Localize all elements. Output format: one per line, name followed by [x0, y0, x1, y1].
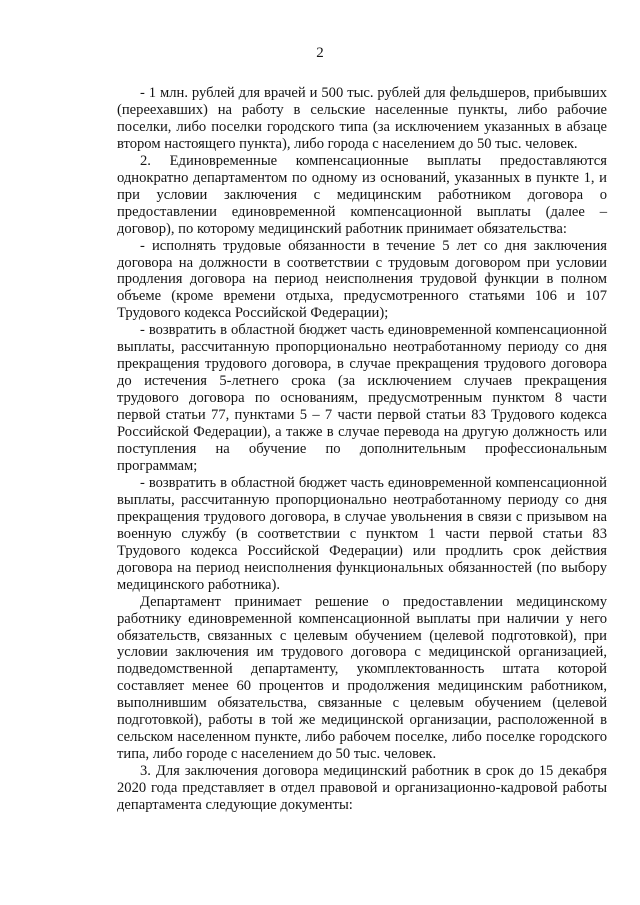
paragraph-obligation-military: - возвратить в областной бюджет часть единовременной компенсационной выплаты, рассчитанную пропорционально неотработанному периоду со дня прекращения трудового договора, в случае увольнения в связи с призывом на военную службу (в соответствии с пунктом 1 части первой статьи 83 Трудового кодекса Российской Федерации) или продлить срок действия договора на период неисполнения функциональных обязанностей (по выбору медицинского работника). — [117, 474, 607, 593]
paragraph-department-decision: Департамент принимает решение о предоставлении медицинскому работнику единовременной компенсационной выплаты при наличии у него обязательств, связанных с целевым обучением (целевой подготовкой), при условии заключения им трудового договора с медицинской организацией, подведомственной департаменту, укомплектованность штата которой составляет менее 60 процентов и продолжения медицинским работником, выполнившим обязательства, связанные с целевым обучением (целевой подготовкой), работы в той же медицинской организации, расположенной в сельском населенном пункте, либо рабочем поселке, либо поселке городского типа, либо городе с населением до 50 тыс. человек. — [117, 593, 607, 763]
page-number: 2 — [316, 45, 324, 61]
paragraph-item-3: 3. Для заключения договора медицинский работник в срок до 15 декабря 2020 года представляет в отдел правовой и организационно-кадровой работы департамента следующие документы: — [117, 763, 607, 814]
paragraph-item-2: 2. Единовременные компенсационные выплаты предоставляются однократно департаментом по одному из оснований, указанных в пункте 1, и при условии заключения с медицинским работником договора о предоставлении единовременной компенсационной выплаты (далее – договор), по которому медицинский работник принимает обязательства: — [117, 152, 607, 237]
paragraph-obligation-work: - исполнять трудовые обязанности в течение 5 лет со дня заключения договора на должности в соответствии с трудовым договором при условии продления договора на период неисполнения трудовой функции в полном объеме (кроме времени отдыха, предусмотренного статьями 106 и 107 Трудового кодекса Российской Федерации); — [117, 237, 607, 322]
paragraph-payment-amounts: - 1 млн. рублей для врачей и 500 тыс. рублей для фельдшеров, прибывших (переехавших) на работу в сельские населенные пункты, либо рабочие поселки, либо поселки городского типа (за исключением указанных в абзаце втором настоящего пункта), либо города с населением до 50 тыс. человек. — [117, 85, 607, 152]
document-body — [117, 85, 607, 814]
paragraph-obligation-return: - возвратить в областной бюджет часть единовременной компенсационной выплаты, рассчитанную пропорционально неотработанному периоду со дня прекращения трудового договора, в случае прекращения трудового договора до истечения 5-летнего срока (за исключением случаев прекращения трудового договора по основаниям, предусмотренным пунктом 8 части первой статьи 77, пунктами 5 – 7 части первой статьи 83 Трудового кодекса Российской Федерации), а также в случае перевода на другую должность или поступления на обучение по дополнительным профессиональным программам; — [117, 322, 607, 474]
